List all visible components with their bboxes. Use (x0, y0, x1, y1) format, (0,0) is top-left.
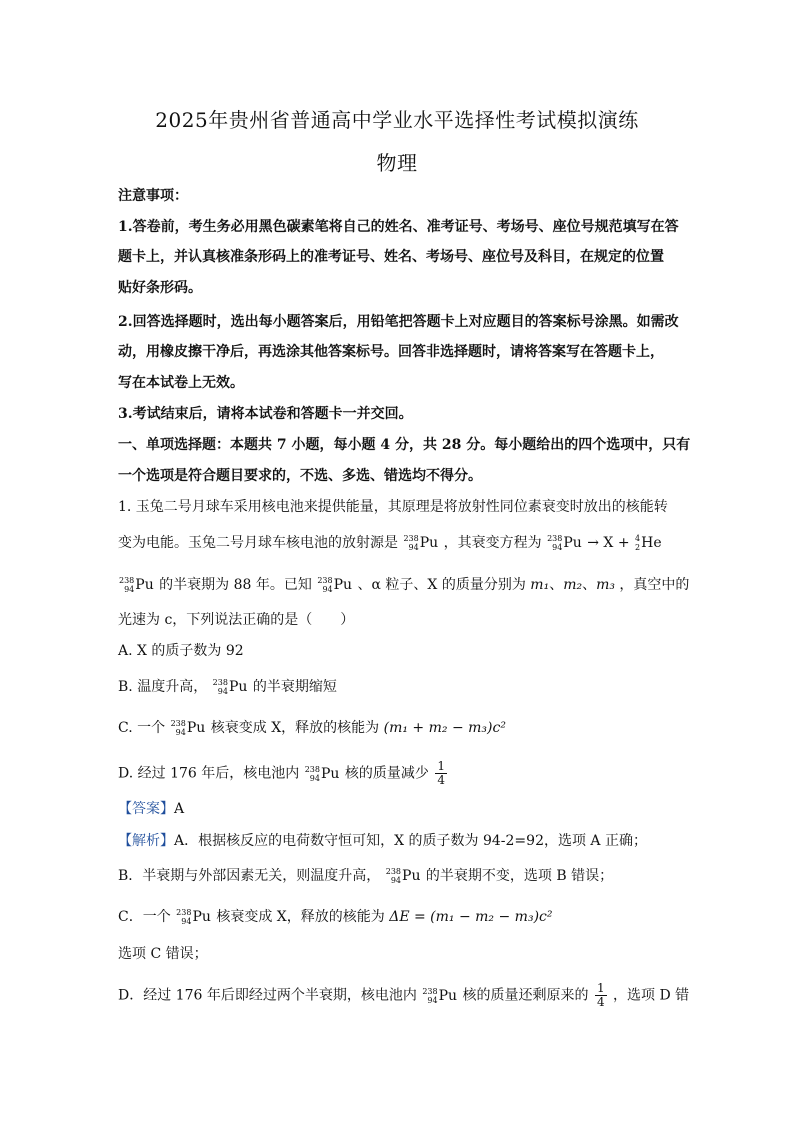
analysis-label: 【解析】 (118, 833, 174, 849)
mass-m3: m₃ (596, 577, 615, 593)
notice-item-1-line-1: 1.答卷前，考生务必用黑色碳素笔将自己的姓名、准考证号、考场号、座位号规范填写在答 (118, 219, 679, 235)
option-c-text-b: 核衰变成 X，释放的核能为 (210, 720, 380, 736)
pu-mass: 238 (176, 908, 192, 917)
pu-charge: 94 (175, 728, 186, 737)
pu-charge: 94 (322, 585, 333, 594)
pu-mass: 238 (170, 719, 186, 728)
question-1-line-2 (118, 533, 678, 553)
pu-nuclide (176, 907, 211, 927)
notice-heading: 注意事项： (118, 188, 188, 204)
fraction-one-quarter (435, 760, 447, 787)
pu-charge: 94 (408, 543, 419, 552)
pu-nuclide (119, 575, 154, 595)
q1-l2-text-b: ，其衰变方程为 (443, 535, 542, 551)
notice-item-2-line-2: 动，用橡皮擦干净后，再选涂其他答案标号。回答非选择题时，请将答案写在答题卡上， (118, 344, 664, 360)
option-a: A. X 的质子数为 92 (118, 643, 244, 659)
pu-charge: 94 (124, 585, 135, 594)
pu-symbol: Pu (563, 535, 582, 551)
pu-symbol: Pu (320, 765, 340, 782)
option-d-text-b: 核的质量减少 (344, 765, 429, 782)
pu-mass: 238 (403, 534, 419, 543)
pu-nuclide (305, 764, 340, 784)
pu-nuclide (171, 718, 206, 738)
option-c-formula: (m₁ + m₂ − m₃)c² (383, 720, 506, 736)
exam-title: 2025年贵州省普通高中学业水平选择性考试模拟演练 (155, 108, 639, 132)
analysis-a-text: A．根据核反应的电荷数守恒可知，X 的质子数为 94-2=92，选项 A 正确； (174, 833, 647, 849)
subject-title: 物理 (376, 151, 418, 175)
pu-nuclide (422, 986, 457, 1006)
pu-symbol: Pu (135, 577, 154, 593)
pu-mass: 238 (119, 576, 135, 585)
option-c-text-a: C. 一个 (118, 720, 166, 736)
option-c (118, 718, 678, 738)
pu-symbol: Pu (186, 720, 206, 736)
answer-line (118, 799, 678, 819)
section-1-line-1: 一、单项选择题：本题共 7 小题，每小题 4 分，共 28 分。每小题给出的四个选项中，只有 (118, 437, 691, 453)
he-symbol: He (641, 535, 662, 551)
pu-nuclide (403, 533, 438, 553)
q1-l2-text-a: 变为电能。玉兔二号月球车核电池的放射源是 (118, 535, 398, 551)
analysis-c-text-b: 核衰变成 X，释放的核能为 (216, 909, 385, 925)
section-1-line-2: 一个选项是符合题目要求的，不选、多选、错选均不得分。 (118, 468, 482, 484)
pu-symbol: Pu (402, 868, 421, 884)
pu-mass: 238 (212, 678, 228, 687)
option-b (118, 677, 678, 697)
he-mass: 4 (635, 534, 641, 543)
option-b-text-b: 的半衰期缩短 (252, 679, 337, 695)
pu-nuclide (547, 533, 582, 553)
mass-m2: m₂ (563, 577, 583, 593)
analysis-b-text-b: 的半衰期不变，选项 B 错误； (425, 868, 614, 884)
notice-item-2-line-1: 2.回答选择题时，选出每小题答案后，用铅笔把答题卡上对应题目的答案标号涂黑。如需改 (118, 314, 679, 330)
pu-symbol: Pu (192, 909, 211, 925)
notice-item-2-line-3: 写在本试卷上无效。 (118, 375, 244, 391)
analysis-d-text-b: 核的质量还剩原来的 (462, 987, 589, 1004)
pu-nuclide (213, 677, 248, 697)
answer-label: 【答案】 (118, 801, 174, 817)
analysis-d (118, 981, 690, 1009)
pu-mass: 238 (304, 764, 320, 774)
pu-mass: 238 (385, 867, 402, 876)
fraction-denominator: 4 (596, 995, 605, 1009)
option-d-text-a: D. 经过 176 年后，核电池内 (118, 765, 300, 782)
q1-l3-text-b: 、α 粒子、X 的质量分别为 (357, 577, 526, 593)
pu-nuclide (317, 575, 352, 595)
pu-charge: 94 (390, 876, 402, 885)
pu-mass: 238 (317, 576, 333, 585)
question-1-line-4: 光速为 c，下列说法正确的是（ ） (118, 612, 355, 628)
option-b-text-a: B. 温度升高， (118, 679, 208, 695)
he-charge: 2 (635, 543, 641, 552)
analysis-d-text-c: ，选项 D 错 (613, 987, 690, 1004)
analysis-c-formula: ΔE = (m₁ − m₂ − m₃)c² (389, 909, 553, 925)
pu-charge: 94 (181, 917, 192, 926)
analysis-c-text-a: C．一个 (118, 909, 171, 925)
analysis-b (118, 866, 678, 886)
notice-item-1-line-3: 贴好条形码。 (118, 280, 202, 296)
q1-l3-text-c: ，真空中的 (619, 577, 690, 593)
fraction-numerator: 1 (437, 759, 445, 773)
pu-symbol: Pu (419, 535, 439, 551)
pu-mass: 238 (547, 534, 563, 543)
pu-charge: 94 (217, 687, 228, 696)
q1-l3-text-a: 的半衰期为 88 年。已知 (159, 577, 312, 593)
pu-charge: 94 (309, 773, 320, 783)
pu-charge: 94 (427, 995, 438, 1005)
pu-symbol: Pu (438, 987, 458, 1004)
answer-value: A (174, 801, 185, 817)
analysis-b-text-a: B．半衰期与外部因素无关，则温度升高， (118, 868, 381, 884)
notice-item-1-line-2: 题卡上，并认真核准条形码上的准考证号、姓名、考场号、座位号及科目，在规定的位置 (118, 249, 664, 265)
pu-mass: 238 (422, 986, 438, 996)
analysis-d-text-a: D．经过 176 年后即经过两个半衰期，核电池内 (118, 987, 417, 1004)
pu-symbol: Pu (228, 679, 248, 695)
q1-decay-arrow: → X + (587, 535, 630, 551)
notice-item-3: 3.考试结束后，请将本试卷和答题卡一并交回。 (118, 406, 413, 422)
analysis-c (118, 907, 678, 927)
analysis-a (118, 831, 678, 851)
question-1-line-3: 238 94 Pu 的半衰期为 88 年。已知 238 94 Pu 、α 粒子、X 的质量分别为 m₁、m₂、m₃ ，真空中的 (119, 576, 690, 594)
he-nuclide (635, 533, 662, 553)
fraction-one-quarter (595, 982, 607, 1009)
fraction-numerator: 1 (596, 981, 605, 995)
mass-m1: m₁ (530, 577, 550, 593)
fraction-denominator: 4 (437, 773, 445, 787)
question-1-line-1: 1. 玉兔二号月球车采用核电池来提供能量，其原理是将放射性同位素衰变时放出的核能转 (118, 499, 668, 515)
analysis-c-line-2: 选项 C 错误； (118, 946, 208, 962)
option-d (118, 760, 678, 787)
pu-charge: 94 (552, 543, 563, 552)
pu-symbol: Pu (333, 577, 353, 593)
pu-nuclide (386, 866, 421, 886)
